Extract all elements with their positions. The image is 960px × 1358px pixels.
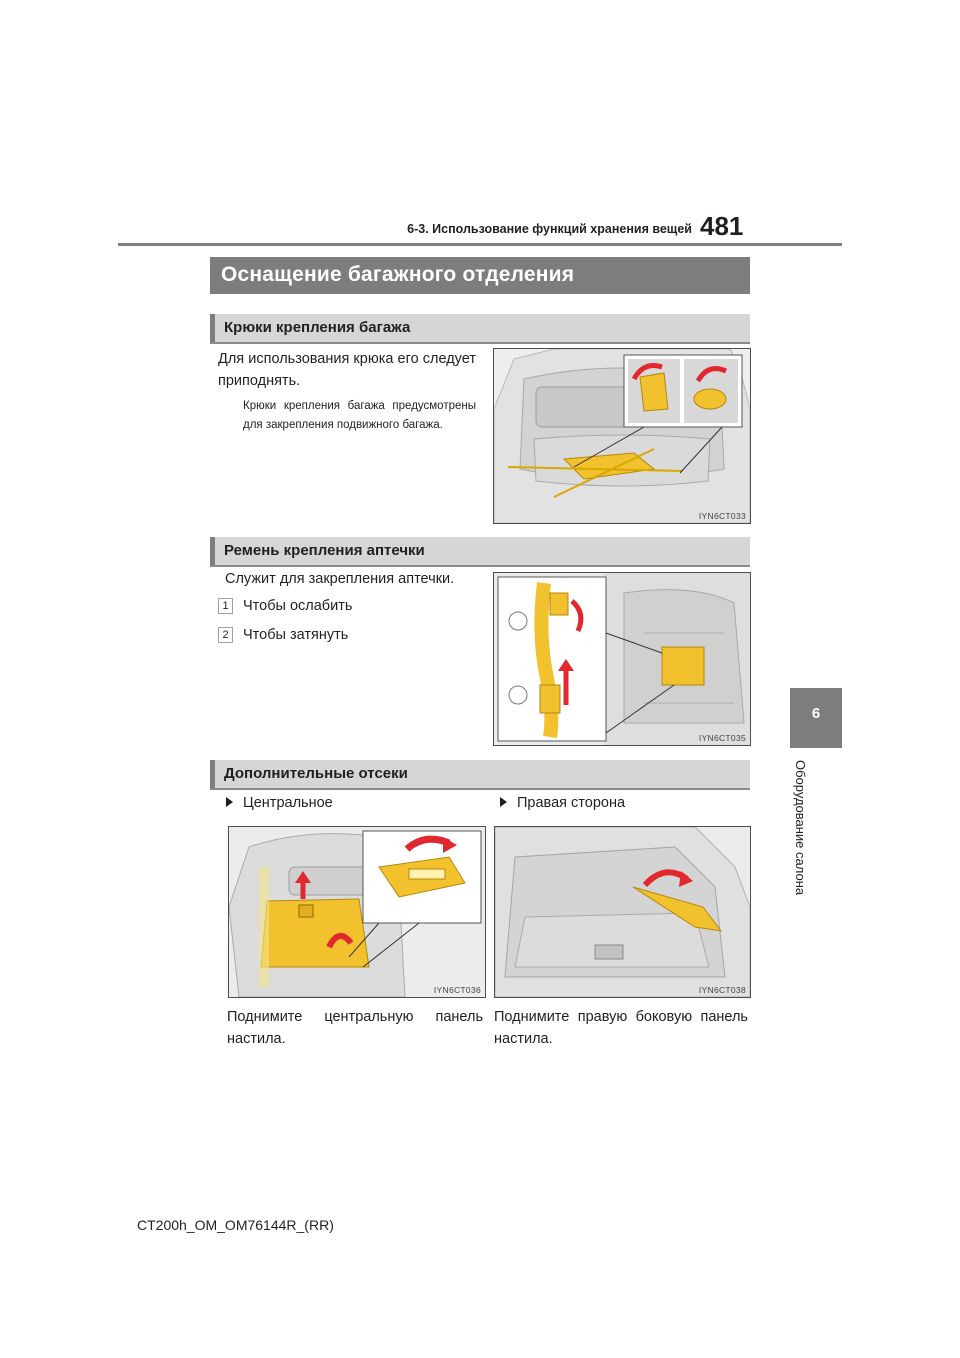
section-title-bar-strap (210, 537, 750, 567)
compartment-center-caption: Поднимите центральную панель настила. (227, 1009, 483, 1047)
section-title-compartments: Дополнительные отсеки (224, 765, 408, 782)
strap-item-2-number: 2 (218, 627, 233, 643)
section-title-strap: Ремень крепления аптечки (224, 542, 425, 559)
right-compartment-illustration (495, 827, 750, 997)
strap-item-1 (218, 598, 352, 614)
figure-code-hooks: IYN6CT033 (698, 511, 746, 521)
chapter-tab-label: Оборудование салона (793, 760, 808, 896)
strap-text: Служит для закрепления аптечки. (225, 571, 455, 587)
running-header-section: 6-3. Использование функций хранения вещей (407, 222, 692, 236)
compartment-right-heading-text: Правая сторона (517, 795, 626, 811)
strap-item-2 (218, 627, 348, 643)
center-compartment-illustration (229, 827, 485, 997)
main-title: Оснащение багажного отделения (221, 263, 575, 286)
hooks-text: Для использования крюка его следует приподнять. (218, 351, 476, 389)
section-title-bar-compartments (210, 760, 750, 790)
strap-item-2-label: Чтобы затянуть (243, 627, 349, 643)
figure-hooks (493, 348, 751, 524)
figure-right-compartment (494, 826, 751, 998)
chapter-tab-number: 6 (790, 688, 842, 748)
figure-code-strap: IYN6CT035 (698, 733, 746, 743)
figure-code-center: IYN6CT036 (433, 985, 481, 995)
compartment-right-heading (500, 795, 625, 811)
chapter-tab-label-wrap (780, 760, 820, 910)
section-title-hooks: Крюки крепления багажа (224, 319, 411, 336)
figure-center-compartment (228, 826, 486, 998)
hooks-illustration (494, 349, 750, 523)
footer-document-code: CT200h_OM_OM76144R_(RR) (137, 1217, 334, 1233)
figure-code-right: IYN6CT038 (698, 985, 746, 995)
hooks-note: Крюки крепления багажа предусмотрены для закрепления подвижного багажа. (243, 400, 476, 431)
strap-illustration (494, 573, 750, 745)
section-title-bar-hooks (210, 314, 750, 344)
figure-strap (493, 572, 751, 746)
main-title-bar (210, 257, 750, 294)
strap-item-1-label: Чтобы ослабить (243, 598, 353, 614)
header-rule (118, 243, 842, 246)
triangle-bullet-icon (226, 797, 233, 807)
page-number: 481 (700, 211, 744, 241)
triangle-bullet-icon (500, 797, 507, 807)
strap-item-1-number: 1 (218, 598, 233, 614)
compartment-right-caption: Поднимите правую боковую панель настила. (494, 1009, 748, 1047)
compartment-center-heading (226, 795, 333, 811)
compartment-center-heading-text: Центральное (243, 795, 333, 811)
